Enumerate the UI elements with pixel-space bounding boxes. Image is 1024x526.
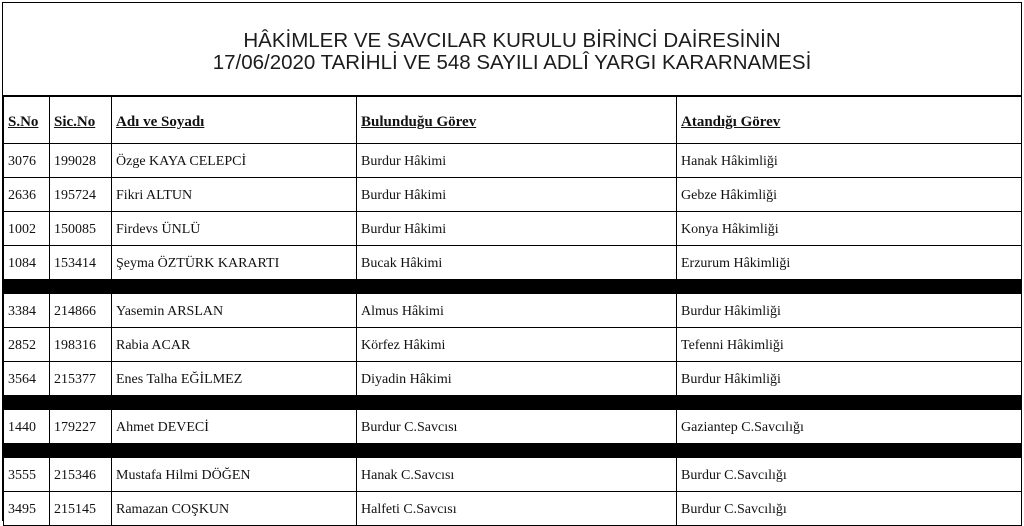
header-current-post: Bulunduğu Görev xyxy=(357,97,677,144)
table-row xyxy=(4,178,1022,212)
table-row xyxy=(4,410,1022,444)
cell-assigned-post: Erzurum Hâkimliği xyxy=(677,246,1022,280)
table-row xyxy=(4,492,1022,526)
separator-bar xyxy=(4,444,1022,458)
table-row xyxy=(4,246,1022,280)
title-line-1: HÂKİMLER VE SAVCILAR KURULU BİRİNCİ DAİRESİNİN xyxy=(243,29,781,52)
decree-document xyxy=(2,2,1022,521)
header-sno: S.No xyxy=(4,97,50,144)
header-sicno: Sic.No xyxy=(50,97,112,144)
cell-name: Şeyma ÖZTÜRK KARARTI xyxy=(112,246,357,280)
cell-assigned-post: Gaziantep C.Savcılığı xyxy=(677,410,1022,444)
separator-bar xyxy=(4,396,1022,410)
cell-current-post: Bucak Hâkimi xyxy=(357,246,677,280)
cell-name: Rabia ACAR xyxy=(112,328,357,362)
group-separator xyxy=(4,444,1022,458)
table-row xyxy=(4,294,1022,328)
cell-current-post: Körfez Hâkimi xyxy=(357,328,677,362)
cell-name: Firdevs ÜNLÜ xyxy=(112,212,357,246)
cell-sno: 1002 xyxy=(4,212,50,246)
cell-sicno: 153414 xyxy=(50,246,112,280)
table-row xyxy=(4,144,1022,178)
cell-name: Özge KAYA CELEPCİ xyxy=(112,144,357,178)
document-title xyxy=(3,3,1021,96)
group-separator xyxy=(4,280,1022,294)
cell-sno: 3495 xyxy=(4,492,50,526)
table-row xyxy=(4,458,1022,492)
cell-assigned-post: Gebze Hâkimliği xyxy=(677,178,1022,212)
cell-sicno: 214866 xyxy=(50,294,112,328)
cell-name: Fikri ALTUN xyxy=(112,178,357,212)
cell-name: Ramazan COŞKUN xyxy=(112,492,357,526)
cell-sno: 2852 xyxy=(4,328,50,362)
table-row xyxy=(4,362,1022,396)
table-header-row xyxy=(4,97,1022,144)
cell-name: Enes Talha EĞİLMEZ xyxy=(112,362,357,396)
cell-sno: 3384 xyxy=(4,294,50,328)
appointments-table xyxy=(3,96,1022,526)
cell-assigned-post: Konya Hâkimliği xyxy=(677,212,1022,246)
cell-sicno: 179227 xyxy=(50,410,112,444)
cell-assigned-post: Burdur C.Savcılığı xyxy=(677,492,1022,526)
cell-sno: 3076 xyxy=(4,144,50,178)
cell-assigned-post: Burdur Hâkimliği xyxy=(677,362,1022,396)
header-assigned-post: Atandığı Görev xyxy=(677,97,1022,144)
cell-sicno: 215145 xyxy=(50,492,112,526)
separator-bar xyxy=(4,280,1022,294)
cell-sicno: 195724 xyxy=(50,178,112,212)
cell-name: Yasemin ARSLAN xyxy=(112,294,357,328)
cell-name: Mustafa Hilmi DÖĞEN xyxy=(112,458,357,492)
cell-current-post: Burdur Hâkimi xyxy=(357,144,677,178)
table-row xyxy=(4,328,1022,362)
cell-sicno: 198316 xyxy=(50,328,112,362)
cell-current-post: Burdur Hâkimi xyxy=(357,212,677,246)
cell-sicno: 215377 xyxy=(50,362,112,396)
cell-current-post: Almus Hâkimi xyxy=(357,294,677,328)
cell-current-post: Burdur C.Savcısı xyxy=(357,410,677,444)
cell-sicno: 199028 xyxy=(50,144,112,178)
cell-sno: 3555 xyxy=(4,458,50,492)
cell-current-post: Halfeti C.Savcısı xyxy=(357,492,677,526)
cell-sno: 2636 xyxy=(4,178,50,212)
cell-sno: 3564 xyxy=(4,362,50,396)
cell-assigned-post: Burdur C.Savcılığı xyxy=(677,458,1022,492)
header-name: Adı ve Soyadı xyxy=(112,97,357,144)
cell-current-post: Burdur Hâkimi xyxy=(357,178,677,212)
table-row xyxy=(4,212,1022,246)
title-line-2: 17/06/2020 TARİHLİ VE 548 SAYILI ADLÎ YARGI KARARNAMESİ xyxy=(212,51,812,74)
cell-sno: 1084 xyxy=(4,246,50,280)
cell-assigned-post: Hanak Hâkimliği xyxy=(677,144,1022,178)
cell-current-post: Hanak C.Savcısı xyxy=(357,458,677,492)
cell-sicno: 215346 xyxy=(50,458,112,492)
cell-assigned-post: Tefenni Hâkimliği xyxy=(677,328,1022,362)
cell-sicno: 150085 xyxy=(50,212,112,246)
group-separator xyxy=(4,396,1022,410)
cell-name: Ahmet DEVECİ xyxy=(112,410,357,444)
cell-current-post: Diyadin Hâkimi xyxy=(357,362,677,396)
cell-sno: 1440 xyxy=(4,410,50,444)
cell-assigned-post: Burdur Hâkimliği xyxy=(677,294,1022,328)
